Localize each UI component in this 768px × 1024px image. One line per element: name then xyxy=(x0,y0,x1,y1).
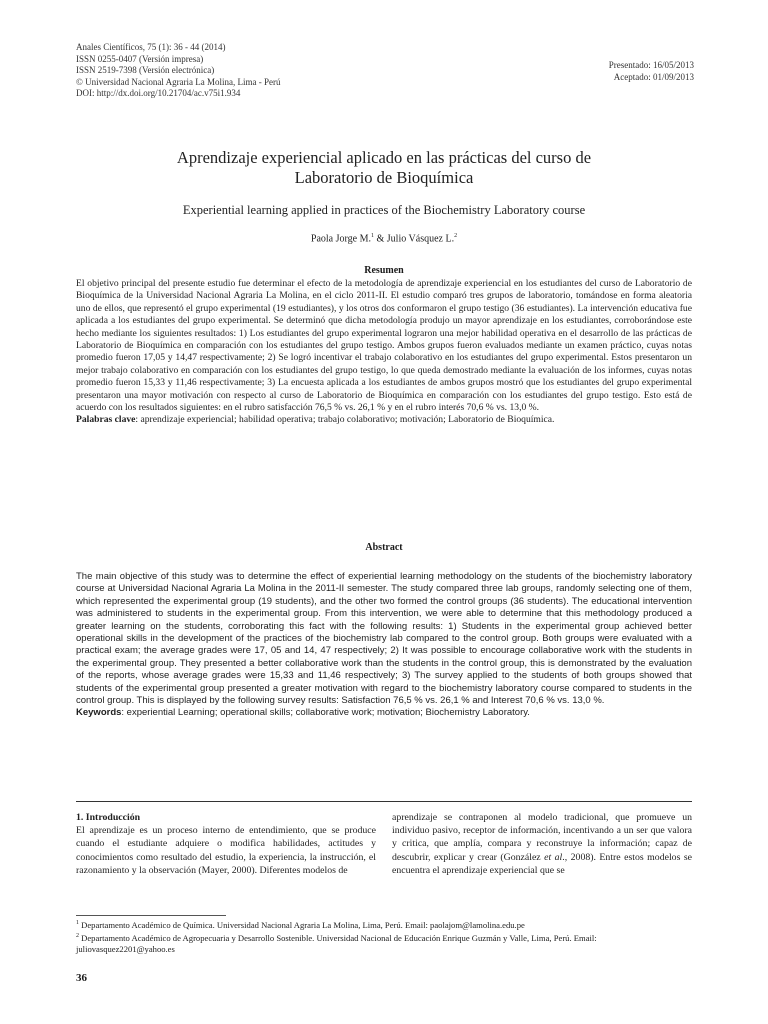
footnote-divider xyxy=(76,915,226,916)
meta-line: © Universidad Nacional Agraria La Molina, Lima - Perú xyxy=(76,76,281,87)
presented-date: Presentado: 16/05/2013 xyxy=(608,60,694,70)
authors xyxy=(76,233,692,244)
author-separator: & xyxy=(374,233,387,245)
title-spanish xyxy=(76,148,692,188)
section-divider xyxy=(76,801,692,802)
doi-link[interactable]: DOI: http://dx.doi.org/10.21704/ac.v75i1.934 xyxy=(76,88,241,99)
title-line: Laboratorio de Bioquímica xyxy=(294,168,474,187)
affiliation-mark: 1 xyxy=(371,233,374,239)
abstract-keywords xyxy=(76,707,692,719)
keywords-text: : aprendizaje experiencial; habilidad operativa; trabajo colaborativo; motivación; Laboratorio de Bioquímica. xyxy=(135,414,555,426)
page-number: 36 xyxy=(76,972,87,984)
footnotes xyxy=(76,918,692,955)
abstract-section xyxy=(76,571,692,720)
author-name: Julio Vásquez L. xyxy=(386,233,455,245)
intro-heading: 1. Introducción xyxy=(76,812,141,823)
keywords-label: Palabras clave xyxy=(76,414,136,426)
title-line: Aprendizaje experiencial aplicado en las prácticas del curso de xyxy=(176,148,592,167)
keywords-text: : experiential Learning; operational skills; collaborative work; motivation; Biochemistry Laboratory. xyxy=(121,707,530,719)
footnote-1 xyxy=(76,918,692,931)
footnote-text: Departamento Académico de Química. Universidad Nacional Agraria La Molina, Lima, Perú. Email: paolajom@lamolina.edu.pe xyxy=(79,919,525,930)
intro-paragraph: aprendizaje se contraponen al modelo tradicional, que promueve un individuo pasivo, receptor de información, incentivando a un ser que valora y critica, que amplía, compara y reconstruye la información; capaz de descubrir, explicar y crear (González xyxy=(392,812,692,863)
footnote-text: Departamento Académico de Agropecuaria y Desarrollo Sostenible. Universidad Nacional de Educación Enrique Guzmán y Valle, Lima, Perú. Email: juliovasquez2201@yahoo.es xyxy=(76,932,597,955)
journal-meta xyxy=(76,42,281,100)
resumen-body: El objetivo principal del presente estudio fue determinar el efecto de la metodología de aprendizaje experiencial en los estudiantes del curso de Laboratorio de Bioquímica de la Universidad Nacional Agraria La Molina, en el ciclo 2011-II. El estudio comparó tres grupos de laboratorio, tomándose en forma aleatoria uno de ellos, que representó el grupo experimental (19 estudiantes), y los otros dos conformaron el grupo testigo (36 estudiantes). La intervención educativa fue aplicada a los estudiantes del grupo experimental. Se determinó que dicha metodología produjo un mayor aprendizaje en los estudiantes, corroborándose este hecho mediante los siguientes resultados: 1) Los estudiantes del grupo experimental lograron una mejor habilidad operativa en el desarrollo de las prácticas de Laboratorio de Bioquímica en comparación con los estudiantes del grupo testigo. Ambos grupos fueron evaluados mediante un examen práctico, cuyas notas promedio fueron 17,05 y 14,47 respectivamente; 2) Se logró incentivar el trabajo colaborativo en los estudiantes del grupo experimental. Estos presentaron un mejor trabajo colaborativo en comparación con los estudiantes del grupo testigo, lo que queda demostrado mediante la evaluación de los informes, cuyas notas promedio fueron 15,33 y 11,46 respectivamente; 3) La encuesta aplicada a los estudiantes de ambos grupos mostró que los estudiantes del grupo experimental presentaron una mayor motivación con respecto al curso de Laboratorio de Bioquímica en comparación con los estudiantes del grupo testigo. Esto está de acuerdo con los resultados siguientes: en el rubro satisfacción 76,5 % vs. 26,1 % y en el rubro interés 70,6 % vs. 13,0 %. xyxy=(76,278,692,414)
meta-line: Anales Científicos, 75 (1): 36 - 44 (2014) xyxy=(76,42,226,52)
abstract-heading: Abstract xyxy=(365,542,403,553)
footnote-mark: 1 xyxy=(76,920,79,926)
submission-dates xyxy=(609,60,694,83)
footnote-2 xyxy=(76,931,692,955)
resumen-keywords xyxy=(76,414,692,426)
title-english: Experiential learning applied in practices of the Biochemistry Laboratory course xyxy=(182,203,586,217)
accepted-date: Aceptado: 01/09/2013 xyxy=(613,71,694,82)
intro-right-column xyxy=(392,811,692,877)
intro-paragraph: El aprendizaje es un proceso interno de entendimiento, que se produce cuando el estudiante adquiere o modifica habilidades, actitudes y conocimientos como resultado del estudio, la experiencia, la instrucción, el razonamiento y la observación (Mayer, 2000). Diferentes modelos de xyxy=(76,825,376,876)
resumen-heading: Resumen xyxy=(364,265,404,276)
resumen-section xyxy=(76,278,692,427)
footnote-mark: 2 xyxy=(76,933,79,940)
intro-left-column xyxy=(76,811,376,877)
affiliation-mark: 2 xyxy=(454,233,458,239)
citation-etal: et al xyxy=(544,851,563,863)
keywords-label: Keywords xyxy=(76,707,122,719)
abstract-body: The main objective of this study was to determine the effect of experiential learning methodology on the students of the biochemistry laboratory course at Universidad Nacional Agraria La Molina in the 2011-II semester. The study compared three lab groups, randomly selecting one of them, which represented the experimental group (19 students), and the other two formed the control groups (36 students). The educational intervention was administered to students in the experimental group. From this intervention, we were able to determine that this methodology produced a greater learning on the students, corroborating this fact with the following results: 1) Students in the experimental group achieved better operational skills in the development of the practices of the biochemistry lab compared to the control group. Both groups were evaluated with a practical exam; the average grades were 17, 05 and 14, 47 respectively; 2) It was possible to encourage collaborative work with the students in the experimental group. They presented a better collaborative work than the students in the control group, this is demonstrated by the evaluation of the reports, whose average grades were 15,33 and 11,46 respectively; 3) The survey applied to the students of both groups showed that students of the experimental group presented a greater motivation with regard to the biochemistry laboratory course compared to students in the control group. This is displayed by the following survey results: Satisfaction 76,5 % vs. 26,1 % and Interest 70,6 % vs. 13,0 %. xyxy=(76,571,692,707)
intro-paragraph: ., 2008). Entre estos modelos se encuentra el aprendizaje experiencial que se xyxy=(392,851,693,876)
author-name: Paola Jorge M. xyxy=(310,233,371,245)
meta-line: ISSN 2519-7398 (Versión electrónica) xyxy=(76,65,215,76)
meta-line: ISSN 0255-0407 (Versión impresa) xyxy=(76,53,204,64)
